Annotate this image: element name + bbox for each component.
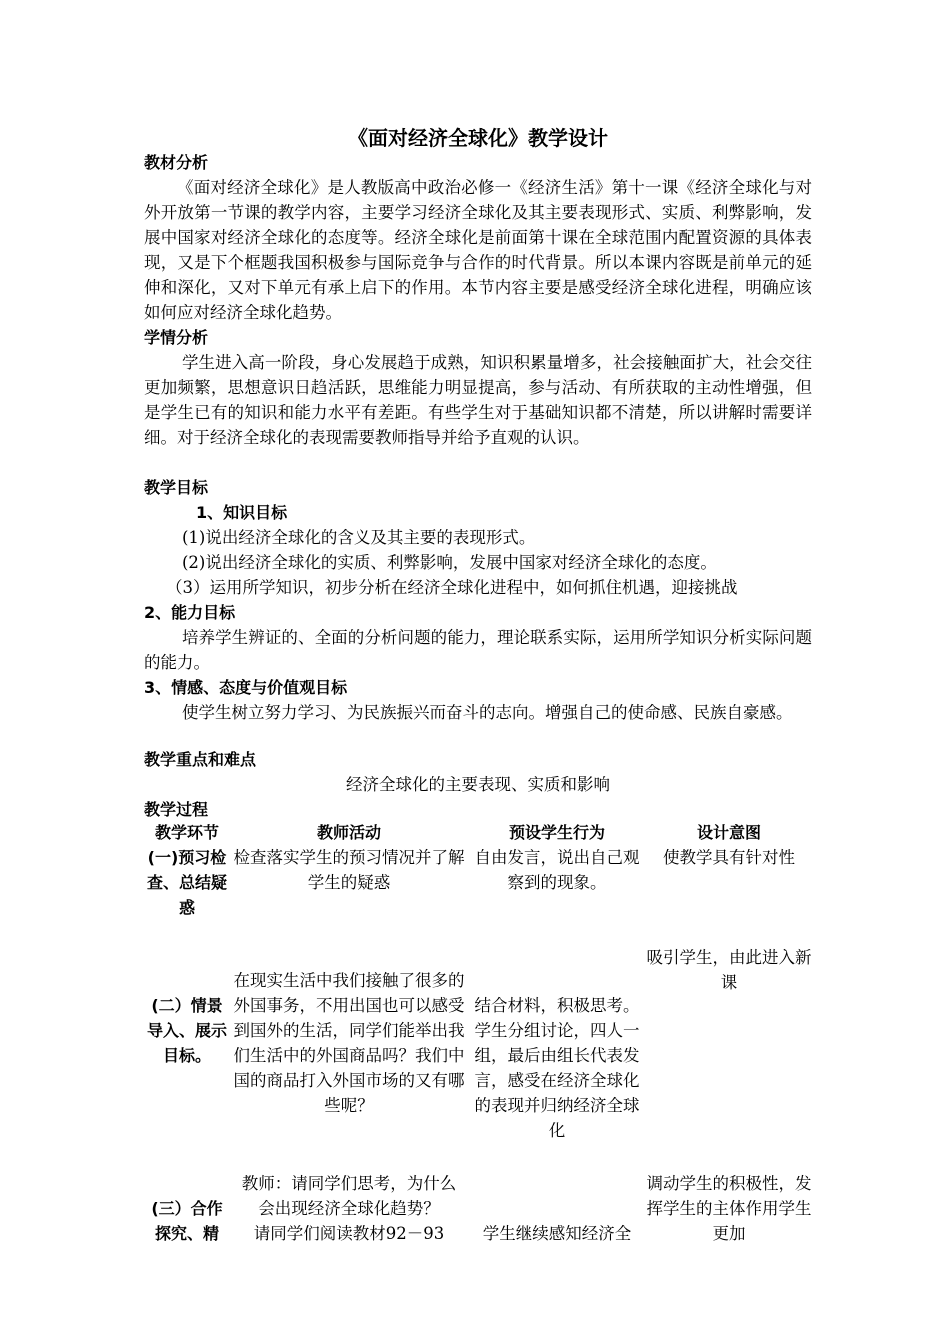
section-material-analysis xyxy=(144,150,812,325)
section-heading: 教学过程 xyxy=(144,800,209,819)
section-learner-analysis xyxy=(144,325,812,450)
table-row xyxy=(144,845,812,945)
section-key-points xyxy=(144,747,812,797)
col-header-intent: 设计意图 xyxy=(696,823,761,842)
goal-ability-heading: 2、能力目标 xyxy=(144,603,236,622)
cell-intent: 调动学生的积极性，发挥学生的主体作用学生更加 xyxy=(646,1174,812,1243)
section-paragraph: 学生进入高一阶段，身心发展趋于成熟，知识积累量增多，社会接触面扩大，社会交往更加频繁，思想意识日趋活跃，思维能力明显提高，参与活动、有所获取的主动性增强，但是学生已有的知识和能力水平有差距。有些学生对于基础知识都不清楚，所以讲解时需要详细。对于经济全球化的表现需要教师指导并给予直观的认识。 xyxy=(144,353,812,447)
cell-teacher: 在现实生活中我们接触了很多的外国事务，不用出国也可以感受到国外的生活，同学们能举出我们生活中的外国商品吗？我们中国的商品打入外国市场的又有哪些呢？ xyxy=(233,971,465,1115)
col-header-stage: 教学环节 xyxy=(154,823,219,842)
section-heading: 教学重点和难点 xyxy=(144,750,257,769)
document-title: 《面对经济全球化》教学设计 xyxy=(348,126,608,150)
process-table xyxy=(144,820,812,1246)
col-header-student: 预设学生行为 xyxy=(508,823,605,842)
goal-emotion-heading: 3、情感、态度与价值观目标 xyxy=(144,678,348,697)
goal-item: （3）运用所学知识，初步分析在经济全球化进程中，如何抓住机遇，迎接挑战 xyxy=(166,578,738,597)
goal-knowledge-heading: 1、知识目标 xyxy=(196,503,288,522)
cell-stage: (二）情景导入、展示目标。 xyxy=(146,996,227,1065)
teacher-line: 会出现经济全球化趋势？ xyxy=(258,1199,440,1218)
goal-ability-text: 培养学生辨证的、全面的分析问题的能力，理论联系实际，运用所学知识分析实际问题的能力。 xyxy=(144,628,812,672)
teacher-line: 请同学们阅读教材92－93 xyxy=(253,1224,445,1243)
table-row xyxy=(144,945,812,1171)
section-process-heading-wrap xyxy=(144,797,812,822)
section-heading: 教学目标 xyxy=(144,478,209,497)
cell-intent: 吸引学生，由此进入新课 xyxy=(646,948,812,992)
cell-stage: (一)预习检查、总结疑惑 xyxy=(146,848,227,917)
goal-item: (2)说出经济全球化的实质、利弊影响，发展中国家对经济全球化的态度。 xyxy=(182,553,717,572)
table-header-row xyxy=(144,820,812,845)
table-row xyxy=(144,1171,812,1246)
col-header-teacher: 教师活动 xyxy=(316,823,381,842)
cell-student: 自由发言，说出自己观察到的现象。 xyxy=(474,848,640,892)
teacher-line: 教师：请同学们思考，为什么 xyxy=(241,1174,457,1193)
cell-stage: (三）合作探究、精 xyxy=(151,1199,223,1243)
cell-teacher: 检查落实学生的预习情况并了解学生的疑惑 xyxy=(233,848,465,892)
goal-item: (1)说出经济全球化的含义及其主要的表现形式。 xyxy=(182,528,536,547)
cell-student: 学生继续感知经济全 xyxy=(482,1224,632,1243)
section-heading: 学情分析 xyxy=(144,328,209,347)
cell-student: 结合材料，积极思考。学生分组讨论，四人一组，最后由组长代表发言，感受在经济全球化的表现并归纳经济全球化 xyxy=(474,996,640,1140)
section-heading: 教材分析 xyxy=(144,153,209,172)
goal-emotion-text: 使学生树立努力学习、为民族振兴而奋斗的志向。增强自己的使命感、民族自豪感。 xyxy=(181,703,793,722)
key-points-text: 经济全球化的主要表现、实质和影响 xyxy=(346,775,610,794)
cell-intent: 使教学具有针对性 xyxy=(663,848,795,867)
cell-teacher xyxy=(230,1171,468,1246)
section-teaching-goals xyxy=(144,475,812,725)
section-paragraph: 《面对经济全球化》是人教版高中政治必修一《经济生活》第十一课《经济全球化与对外开放第一节课的教学内容，主要学习经济全球化及其主要表现形式、实质、利弊影响，发展中国家对经济全球化的态度等。经济全球化是前面第十课在全球范围内配置资源的具体表现，又是下个框题我国积极参与国际竞争与合作的时代背景。所以本课内容既是前单元的延伸和深化，又对下单元有承上启下的作用。本节内容主要是感受经济全球化进程，明确应该如何应对经济全球化趋势。 xyxy=(144,178,812,322)
